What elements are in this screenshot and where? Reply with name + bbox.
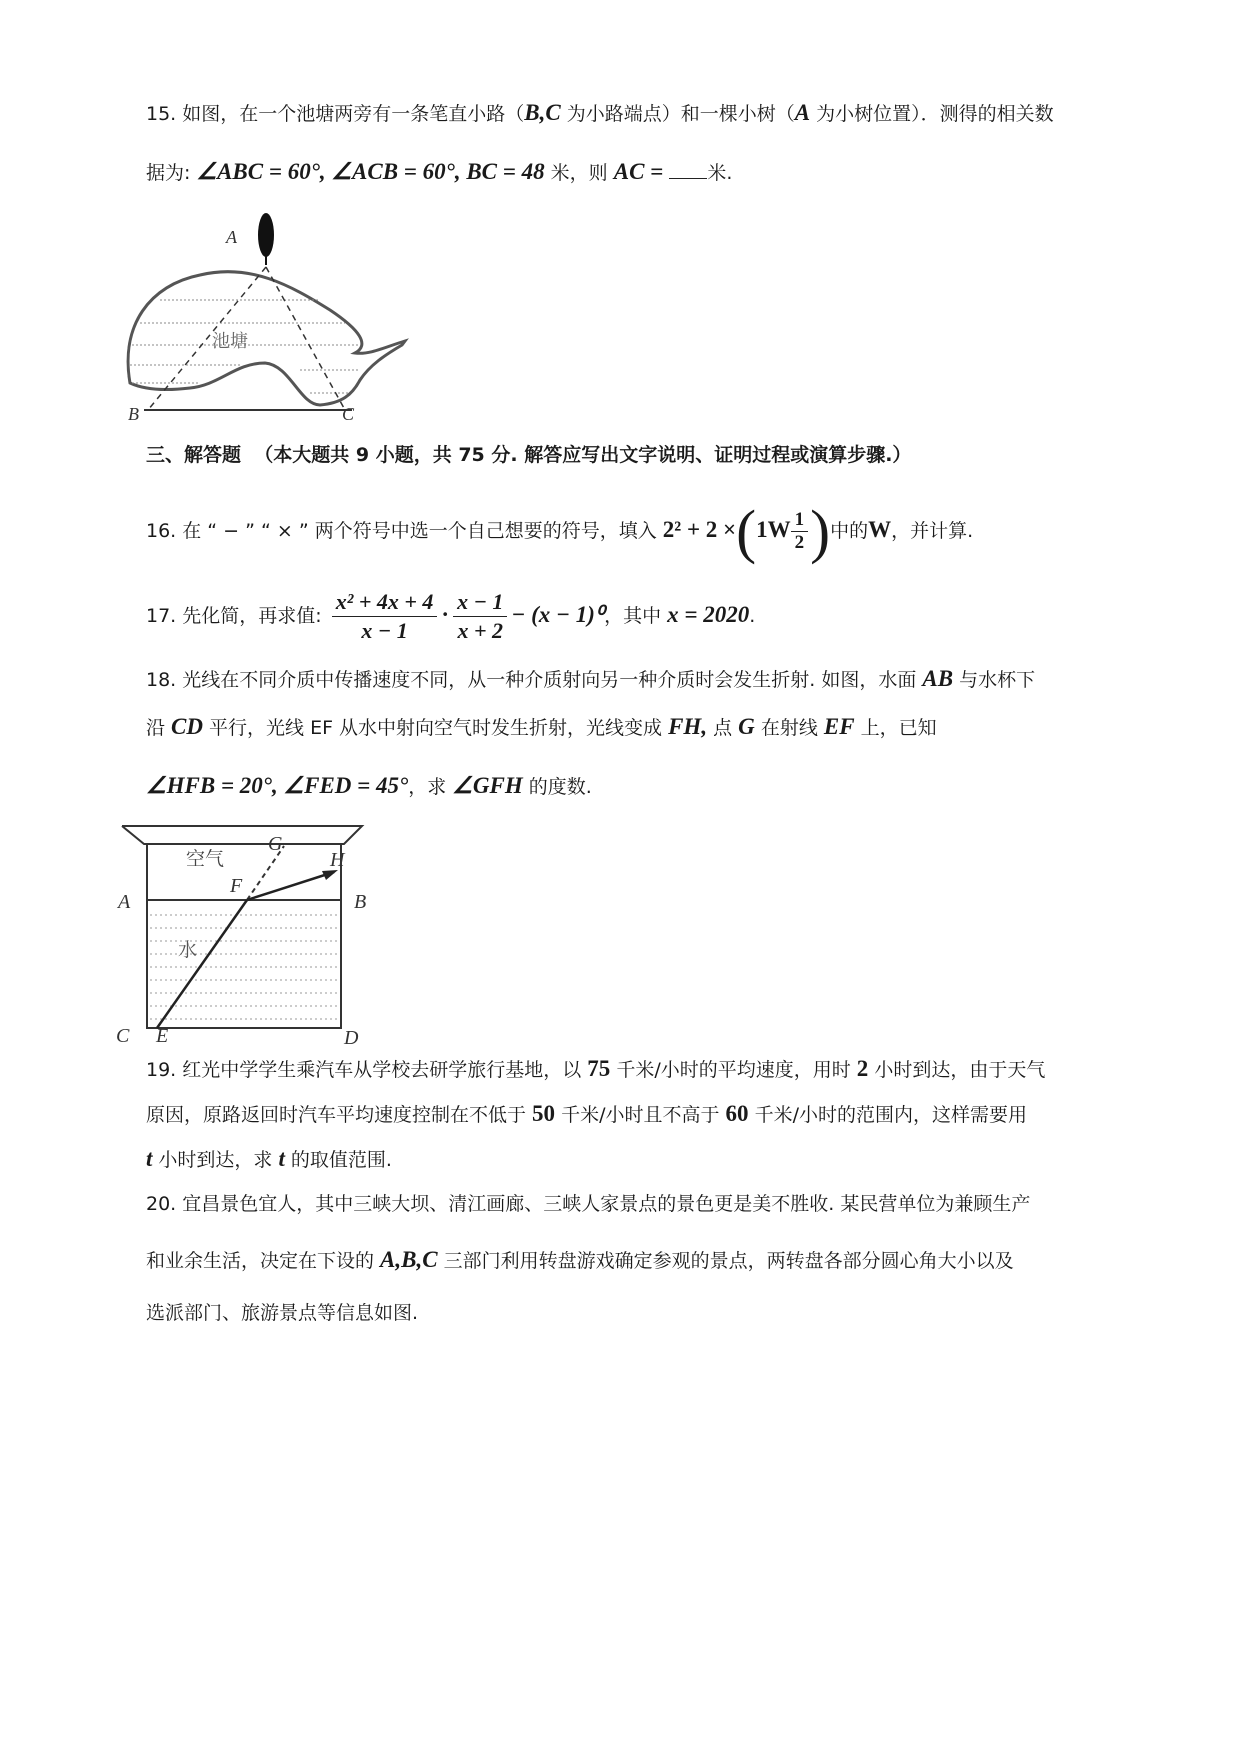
label-water: 水 xyxy=(178,939,198,961)
cup-rim xyxy=(122,826,362,844)
q20-line-1: 20. 宜昌景色宜人，其中三峡大坝、清江画廊、三峡人家景点的景色更是美不胜收. 某民营单位为兼顾生产 xyxy=(146,1193,1031,1215)
q17-line: 17. 先化简，再求值: $\frac{\text{x² + 4x + 4}}{x - 1}$ · $\frac{x - 1}{x + 2}$ − (x − 1)⁰，其中 x = 2020. xyxy=(146,589,756,643)
cup-figure xyxy=(112,820,402,1050)
q20-line-2: 和业余生活，决定在下设的 A,B,C 三部门利用转盘游戏确定参观的景点，两转盘各部分圆心角大小以及 xyxy=(146,1247,1014,1272)
ray-fh xyxy=(247,872,334,900)
label-b: B xyxy=(128,404,139,424)
label-G: G xyxy=(268,833,283,855)
label-c: C xyxy=(342,404,355,424)
ray-ef xyxy=(157,900,247,1028)
label-C: C xyxy=(116,1025,130,1047)
label-D: D xyxy=(344,1027,359,1049)
label-H: H xyxy=(330,849,345,871)
label-E: E xyxy=(156,1025,169,1047)
section-3-heading: 三、解答题 （本大题共 9 小题，共 75 分. 解答应写出文字说明、证明过程或演算步骤.） xyxy=(146,444,912,466)
label-A: A xyxy=(118,891,131,913)
label-pond: 池塘 xyxy=(212,331,248,352)
q18-line-3: ∠HFB = 20°, ∠FED = 45°，求 ∠GFH 的度数. xyxy=(146,773,592,798)
ray-arrow-icon xyxy=(322,870,338,880)
q20-line-3: 选派部门、旅游景点等信息如图. xyxy=(146,1302,419,1324)
pond-figure xyxy=(120,205,460,475)
q15-line-2: 据为: ∠ABC = 60°, ∠ACB = 60°, BC = 48 米，则 AC = 米. xyxy=(146,159,733,184)
q16-line: 16. 在 “ − ” “ × ” 两个符号中选一个自己想要的符号，填入 2² + 2 ×(1W $\frac{1}{2}$ )中的W，并计算. xyxy=(146,498,974,565)
water-hatching xyxy=(150,915,338,1019)
label-B: B xyxy=(354,891,367,913)
answer-blank xyxy=(669,160,707,179)
q18-line-2: 沿 CD 平行，光线 EF 从水中射向空气时发生折射，光线变成 FH, 点 G 在射线 EF 上，已知 xyxy=(146,714,937,739)
q15-line-1: 15. 如图，在一个池塘两旁有一条笔直小路（B,C 为小路端点）和一棵小树（A 为小树位置）．测得的相关数 xyxy=(146,100,1054,125)
pond-outline xyxy=(128,272,405,405)
label-F: F xyxy=(230,875,243,897)
q19-line-1: 19. 红光中学学生乘汽车从学校去研学旅行基地，以 75 千米/小时的平均速度，用时 2 小时到达，由于天气 xyxy=(146,1056,1046,1081)
q19-line-2: 原因，原路返回时汽车平均速度控制在不低于 50 千米/小时且不高于 60 千米/小时的范围内，这样需要用 xyxy=(146,1101,1027,1126)
label-air: 空气 xyxy=(186,848,225,870)
label-a: A xyxy=(226,227,237,247)
q19-line-3: t 小时到达，求 t 的取值范围. xyxy=(146,1146,392,1171)
q18-line-1: 18. 光线在不同介质中传播速度不同，从一种介质射向另一种介质时会发生折射. 如图，水面 AB 与水杯下 xyxy=(146,666,1036,691)
tree-icon xyxy=(258,213,274,257)
line-ac xyxy=(266,267,345,410)
